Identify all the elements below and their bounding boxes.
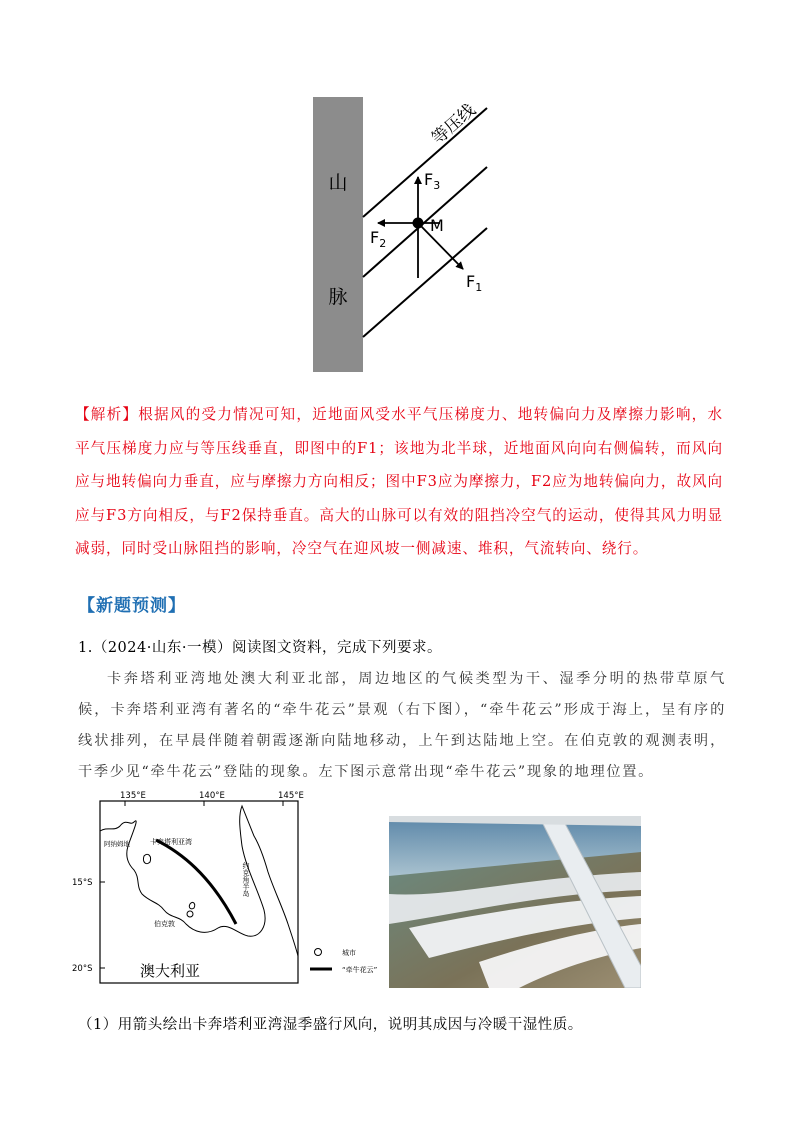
town-label: 伯克敦 [154, 920, 175, 928]
australia-map [70, 786, 400, 986]
f1-label: $F_1$ [466, 272, 483, 294]
question-body: 卡奔塔利亚湾地处澳大利亚北部，周边地区的气候类型为干、湿季分明的热带草原气候，卡奔塔利亚湾有著名的“牵牛花云”景观（右下图），“牵牛花云”形成于海上，呈有序的线状排列，在早晨伴随着朝霞逐渐向陆地移动，上午到达陆地上空。在伯克敦的观测表明，干季少见“牵牛花云”登陆的现象。左下图示意常出现“牵牛花云”现象的地理位置。 [78, 671, 726, 780]
mountain-char-1: 山 [328, 172, 348, 194]
analysis-paragraph [75, 398, 723, 566]
mountain-char-2: 脉 [328, 286, 348, 308]
legend-city-symbol [315, 949, 322, 956]
country-label: 澳大利亚 [140, 962, 201, 980]
sub-question-1: （1）用箭头绘出卡奔塔利亚湾湿季盛行风向，说明其成因与冷暖干湿性质。 [78, 1017, 583, 1033]
map-frame [100, 801, 298, 983]
morning-glory-cloud-photo [389, 816, 641, 988]
legend-cloud-label: “牵牛花云” [342, 966, 378, 974]
arnhem-label: 阿纳姆地 [104, 840, 130, 848]
point-m [413, 218, 424, 229]
legend-city-label: 城市 [342, 949, 356, 957]
peninsula-label: 约克角半岛 [242, 862, 250, 897]
question-header: 1.（2024·山东·一模）阅读图文资料，完成下列要求。 [78, 640, 442, 656]
lon-label: 140°E [199, 791, 225, 801]
lon-label: 135°E [120, 791, 146, 801]
analysis-text: 根据风的受力情况可知，近地面风受水平气压梯度力、地转偏向力及摩擦力影响，水平气压梯度力应与等压线垂直，即图中的F1；该地为北半球，近地面风向向右侧偏转，而风向应与地转偏向力垂直，应与摩擦力方向相反；图中F3应为摩擦力，F2应为地转偏向力，故风向应与F3方向相反，与F2保持垂直。高大的山脉可以有效的阻挡冷空气的运动，使得其风力明显减弱，同时受山脉阻挡的影响，冷空气在迎风坡一侧减速、堆积，气流转向、绕行。 [75, 406, 723, 557]
burketown-marker [187, 911, 193, 917]
section-title: 【新题预测】 [78, 596, 186, 616]
lat-label: 15°S [72, 878, 93, 888]
mountain-bar [313, 97, 363, 372]
force-diagram [300, 85, 510, 380]
gulf-label: 卡奔塔利亚湾 [150, 838, 192, 846]
point-m-label: M [430, 216, 444, 235]
analysis-tag: 【解析】 [75, 406, 139, 423]
lat-label: 20°S [72, 964, 93, 974]
lon-label: 145°E [278, 791, 304, 801]
isobar-label: 等压线 [428, 100, 480, 149]
f2-label: $F_2$ [370, 228, 387, 250]
f3-label: $F_3$ [424, 170, 441, 192]
